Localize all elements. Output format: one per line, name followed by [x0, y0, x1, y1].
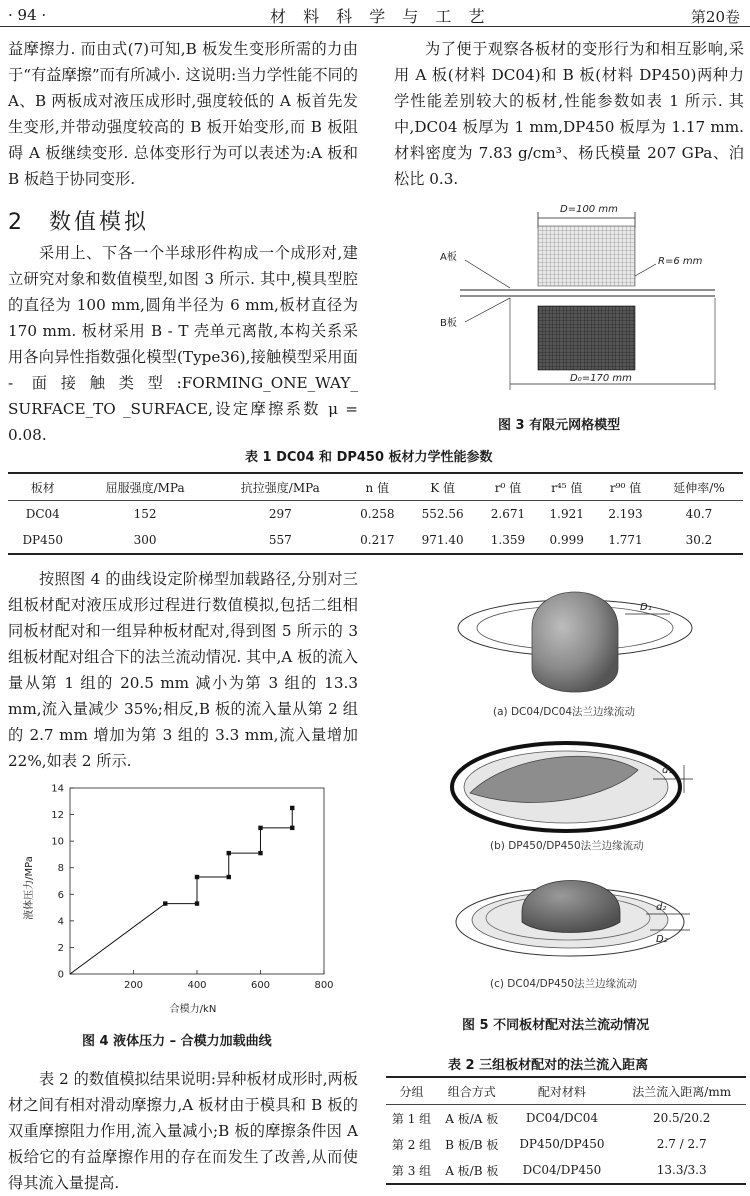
- journal-title: 材 料 科 学 与 工 艺: [270, 7, 491, 26]
- fig4-chart: [18, 780, 358, 1015]
- fig5c-subcaption: (c) DC04/DP450法兰边缘流动: [490, 978, 638, 990]
- table2: [386, 1076, 746, 1185]
- data-point: [290, 806, 294, 810]
- table-cell: DC04/DC04: [525, 1111, 599, 1125]
- left-bottom-paragraph: 表 2 的数值模拟结果说明:异种板材成形时,两板材之间有相对滑动摩擦力,A 板材由于模具和 B 板的双重摩擦阻力作用,流入量减小;B 板的摩擦条件因 A 板给它的有益摩擦作用的存在而发生了改善,从而使得其流入量提高.: [8, 1070, 358, 1192]
- y-tick-label: 6: [57, 889, 64, 901]
- table-cell: A 板/A 板: [445, 1111, 499, 1126]
- table2-caption: 表 2 三组板材配对的法兰流入距离: [448, 1058, 649, 1073]
- left-mid-paragraph: 按照图 4 的曲线设定阶梯型加载路径,分别对三组板材配对液压成形过程进行数值模拟,包括二组相同板材配对和一组异种板材配对,得到图 5 所示的 3 组板材配对组合下的法兰流动情况. 其中,A 板的流入量从第 1 组的 20.5 mm 减小为第 3 组的 13.3 mm,流入量减少 35%;相反,B 板的流入量从第 2 组的 2.7 mm 增加为第 3 组的 3.3 mm,流入量增加 22%,如表 2 所示.: [8, 570, 358, 770]
- table1-header: r⁰ 值: [479, 473, 538, 501]
- left-top-paragraph: 益摩擦力. 而由式(7)可知,B 板发生变形所需的力由于“有益摩擦”而有所减小. 这说明:当力学性能不同的 A、B 两板成对液压成形时,强度较低的 A 板首先发生变形,并带动强度较高的 B 板开始变形,而 B 板阻碍 A 板继续变形. 总体变形行为可以表述为:A 板和 B 板趋于协同变形.: [8, 40, 358, 188]
- table-cell: DP450/DP450: [519, 1137, 605, 1151]
- table-cell: 297: [268, 507, 292, 521]
- table1: [8, 472, 743, 555]
- label-d2-upper: D₂: [656, 934, 668, 945]
- table2-header: 配对材料: [506, 1077, 617, 1105]
- y-tick-label: 2: [57, 942, 64, 954]
- y-axis-label: 液体压力/MPa: [24, 856, 35, 920]
- table1-header: r⁴⁵ 值: [537, 473, 596, 501]
- y-tick-label: 4: [57, 916, 64, 928]
- table2-header: 组合方式: [437, 1077, 506, 1105]
- section-title: 数值模拟: [49, 210, 150, 235]
- table2-header: 分组: [386, 1077, 437, 1105]
- series-line: [70, 808, 292, 974]
- x-axis-label: 合模力/kN: [169, 1004, 217, 1015]
- table-row: [386, 1131, 746, 1157]
- table-cell: 20.5/20.2: [652, 1111, 711, 1125]
- table1-header: r⁹⁰ 值: [596, 473, 655, 501]
- fig5-caption: 图 5 不同板材配对法兰流动情况: [462, 1018, 650, 1033]
- data-point: [258, 851, 262, 855]
- y-tick-label: 10: [51, 836, 64, 848]
- table1-caption: 表 1 DC04 和 DP450 板材力学性能参数: [245, 450, 493, 465]
- page-number: · 94 ·: [8, 6, 47, 24]
- right-top-paragraph: 为了便于观察各板材的变形行为和相互影响,采用 A 板(材料 DC04)和 B 板(材料 DP450)两种力学性能差别较大的板材,性能参数如表 1 所示. 其中,DC04 板厚为 1 mm,DP450 板厚为 1.17 mm. 材料密度为 7.83 g/cm³、杨氏模量 207 GPa、泊松比 0.3.: [394, 40, 744, 188]
- data-point: [195, 875, 199, 879]
- volume-label: 第20卷: [690, 8, 740, 26]
- table-cell: DC04: [25, 507, 60, 521]
- label-d2-lower: d₂: [656, 902, 667, 913]
- formed-dome: [522, 881, 620, 933]
- table-cell: 40.7: [685, 507, 713, 521]
- table1-header: 延伸率/%: [655, 473, 743, 501]
- table-cell: 1.359: [479, 527, 538, 554]
- fig5a-subcaption: (a) DC04/DC04法兰边缘流动: [493, 706, 636, 718]
- section2-paragraph: 采用上、下各一个半球形件构成一个成形对,建立研究对象和数值模型,如图 3 所示. 其中,模具型腔的直径为 100 mm,圆角半径为 6 mm,板材直径为 170 mm. 板材采用 B - T 壳单元离散,本构关系采用各向异性指数强化模型(Type36),接触模型采用面 - 面接触类型:FORMING_ONE_WAY_ SURFACE_TO _SURFACE,设定摩擦系数 μ = 0.08.: [8, 244, 358, 444]
- table-row: [386, 1105, 746, 1132]
- table2-header: 法兰流入距离/mm: [617, 1077, 746, 1105]
- data-point: [258, 826, 262, 830]
- table1-header: K 值: [407, 473, 479, 501]
- fig3-caption: 图 3 有限元网格模型: [498, 418, 621, 433]
- table-cell: 1.921: [549, 507, 584, 521]
- fig3-label-r: R=6 mm: [658, 256, 703, 267]
- header-rule: [0, 26, 750, 27]
- table2-header-row: [386, 1077, 746, 1105]
- table-cell: 2.193: [608, 507, 643, 521]
- table-cell: 2.7 / 2.7: [656, 1137, 707, 1151]
- table-cell: DP450: [8, 527, 77, 554]
- table-cell: 第 2 组: [391, 1137, 432, 1152]
- table-cell: 第 1 组: [391, 1111, 432, 1126]
- x-tick-label: 400: [187, 980, 207, 991]
- formed-dome: [532, 592, 618, 692]
- label-a-leader: [465, 260, 510, 288]
- data-point: [227, 851, 231, 855]
- table1-header: 抗拉强度/MPa: [213, 473, 348, 501]
- data-point: [163, 901, 167, 905]
- data-point: [290, 826, 294, 830]
- label-d1-upper: D₁: [640, 602, 652, 613]
- table-cell: 0.258: [360, 507, 395, 521]
- table-cell: 0.217: [348, 527, 407, 554]
- table1-header: 屈服强度/MPa: [77, 473, 212, 501]
- table-cell: B 板/B 板: [445, 1137, 499, 1152]
- table-cell: 552.56: [421, 507, 464, 521]
- fig5c-image: [450, 862, 710, 972]
- upper-die-mesh: [538, 226, 635, 286]
- x-tick-label: 600: [250, 980, 271, 991]
- fig3-mesh-model: [430, 198, 730, 398]
- table-cell: 152: [133, 507, 157, 521]
- label-d1-lower: d₁: [662, 765, 673, 776]
- table-cell: DC04/DP450: [506, 1157, 617, 1184]
- fig3-label-b: B板: [440, 318, 457, 329]
- fig3-label-d: D=100 mm: [560, 204, 618, 215]
- fig5a-image: [450, 570, 710, 705]
- y-tick-label: 12: [51, 810, 64, 822]
- y-tick-label: 8: [57, 863, 64, 875]
- section-heading: [8, 205, 149, 236]
- table-cell: 1.771: [596, 527, 655, 554]
- table-cell: 0.999: [537, 527, 596, 554]
- table1-header: n 值: [348, 473, 407, 501]
- table-cell: 30.2: [655, 527, 743, 554]
- table-row: [8, 501, 743, 528]
- fig5b-subcaption: (b) DP450/DP450法兰边缘流动: [490, 840, 644, 852]
- data-point: [227, 875, 231, 879]
- data-point: [195, 901, 199, 905]
- table-cell: 557: [213, 527, 348, 554]
- label-r-leader: [635, 264, 656, 276]
- fig3-label-d0: D₀=170 mm: [570, 373, 632, 384]
- table-cell: 2.671: [490, 507, 526, 521]
- table-cell: 第 3 组: [386, 1157, 437, 1184]
- y-tick-label: 0: [57, 969, 64, 981]
- label-b-leader: [465, 298, 510, 322]
- fig4-caption: 图 4 液体压力 – 合模力加载曲线: [82, 1034, 272, 1049]
- x-tick-label: 800: [314, 980, 334, 991]
- table-cell: 13.3/3.3: [617, 1157, 746, 1184]
- table-cell: A 板/B 板: [437, 1157, 506, 1184]
- y-tick-label: 14: [51, 783, 64, 795]
- lower-die-mesh: [538, 306, 635, 370]
- table1-header-row: [8, 473, 743, 501]
- table-row: [8, 527, 743, 554]
- fig3-label-a: A板: [440, 252, 457, 263]
- table-cell: 971.40: [407, 527, 479, 554]
- fig5b-image: [448, 735, 708, 835]
- table-cell: 300: [77, 527, 212, 554]
- x-tick-label: 200: [123, 980, 144, 991]
- section-number: 2: [8, 210, 25, 235]
- table1-header: 板材: [8, 473, 77, 501]
- table-row: [386, 1157, 746, 1184]
